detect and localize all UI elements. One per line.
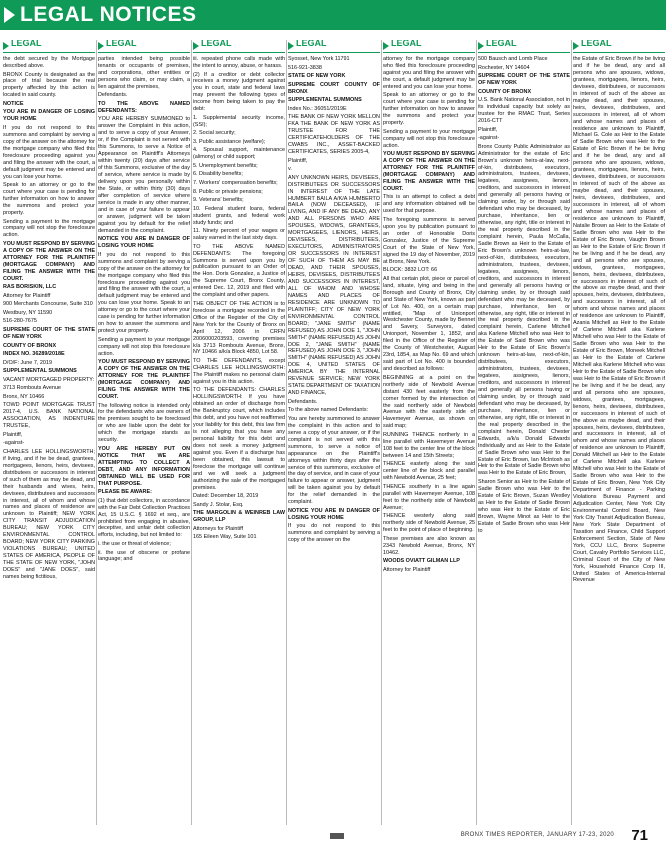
notice-column-4	[288, 40, 380, 825]
notice-paragraph: TO THE DEFENDANTS, except CHARLES LEE HOLLINGSWORTH: The Plaintiff makes no personal claim against you in this action.	[193, 358, 285, 385]
notice-column-7	[573, 40, 665, 825]
notice-paragraph: INDEX NO. 36289/2018E	[3, 351, 65, 358]
column-header	[288, 40, 380, 53]
column-header-label: LEGAL	[296, 40, 327, 48]
notice-paragraph: D/O/F: June 7, 2019	[3, 359, 52, 366]
notice-paragraph: YOU ARE IN DANGER OF LOSING YOUR HOME	[3, 109, 95, 123]
notice-paragraph: THENCE westerly along said northerly side of Newbold Avenue, 25 feet to the point of place of beginning.	[383, 513, 475, 534]
notice-paragraph: Dated: December 18, 2019	[193, 493, 259, 500]
notice-paragraph: Sending a payment to your mortgage company will not stop this foreclosure action.	[98, 336, 190, 357]
notice-paragraph: the debt secured by the Mortgage described above.	[3, 56, 95, 69]
notice-paragraph: ANY UNKNOWN HEIRS, DEVISEES, DISTRIBUTEES OR SUCCESSORS IN INTEREST OF THE LATE HUMBERT BAILA A/K/A HUMBERTO BAILA (NOW DECEASED), IF LIVING, AND IF ANY BE DEAD, ANY AND ALL PERSONS WHO ARE SPOUSES, WIDOWS, GRANTEES, MORTGAGEES, LIENORS, HEIRS, DEVISEES, DISTRIBUTEES, EXECUTORS, ADMINISTRATORS OR SUCCESSORS IN INTEREST OF SUCH OF THEM AS MAY BE DEAD, AND THEIR SPOUSES, HEIRS, DEVISEES, DISTRIBUTEES AND SUCCESSORS IN INTEREST, ALL OF WHOM AND WHOSE NAMES AND PLACES OF RESIDENCE ARE UNKNOWN TO PLAINTIFF; CITY OF NEW YORK ENVIRONMENTAL CONTROL BOARD; "JANE SMITH" (NAME REFUSED) AS JOHN DOE 1, "JOHN SMITH" (NAME REFUSED) AS JOHN DOE 2, "JANE SMITH" (NAME REFUSED) AS JOHN DOE 3, "JOHN SMITH" (NAME REFUSED) AS JOHN DOE 4, UNITED STATES OF AMERICA BY THE INTERNAL REVENUE SERVICE; NEW YORK STATE DEPARTMENT OF TAXATION AND FINANCE,	[288, 174, 380, 397]
notice-paragraph: THE MARGOLIN & WEINREB LAW GROUP, LLP	[193, 510, 285, 524]
column-divider	[286, 40, 287, 825]
notice-paragraph: Sending a payment to the mortgage company will not stop the foreclosure action.	[3, 218, 95, 239]
column-header-label: LEGAL	[201, 40, 232, 48]
notice-paragraph: Index No.: 36051/2019E	[288, 105, 347, 112]
publisher-logo-icon	[330, 833, 344, 839]
notice-paragraph: STATE OF NEW YORK	[288, 73, 346, 80]
notice-paragraph: i. the use or threat of violence;	[98, 540, 171, 547]
column-header	[3, 40, 95, 53]
notice-paragraph: You are hereby summoned to answer the complaint in this action and to serve a copy of your answer, or if the complaint is not served with this summons, to serve a notice of appearance on the Plaintiff's attorneys within thirty days after the service of this summons, exclusive of the day of service, and in case of your failure to appear or answer, judgment will be taken against you by default for the relief demanded in the complaint.	[288, 415, 380, 506]
arrow-icon	[478, 42, 484, 50]
arrow-icon	[383, 42, 389, 50]
notice-paragraph: SUPPLEMENTAL SUMMONS	[288, 97, 362, 104]
notice-paragraph: -against-	[478, 135, 500, 142]
notice-paragraph: NOTICE YOU ARE IN DANGER OF LOSING YOUR HOME	[288, 507, 380, 521]
notice-paragraph: 3713 Rombouts Avenue	[3, 385, 61, 392]
column-header-label: LEGAL	[486, 40, 517, 48]
arrow-icon	[98, 42, 104, 50]
column-header	[98, 40, 190, 53]
notice-paragraph: TOWD POINT MORTGAGE TRUST 2017-4, U.S. BANK NATIONAL ASSOCIATION, AS INDENTURE TRUSTEE,	[3, 402, 95, 430]
notice-paragraph: VACANT MORTGAGED PROPERTY:	[3, 376, 95, 383]
arrow-icon	[193, 42, 199, 50]
notice-paragraph: Sandy J. Stolar, Esq.	[193, 501, 244, 508]
notice-paragraph: WOODS OVIATT GILMAN LLP	[383, 558, 460, 565]
notice-paragraph: YOU ARE HEREBY SUMMONED to answer the Complaint in this action, and to serve a copy of your Answer, or, if the Complaint is not served with this Summons, to serve a Notice of Appearance on Plaintiff's Attorneys within twenty (20) days after service of this Summons, exclusive of the day of service, where service is made by delivery upon you personally within the State, or within thirty (30) days after completion of service where service is made in any other manner, and in case of your failure to appear or answer, judgment will be taken against you by default for the relief demanded in the complaint.	[98, 116, 190, 234]
notice-paragraph: The following notice is intended only for the defendants who are owners of the premises sought to be foreclosed or who are liable upon the debt for which the mortgage stands as security.	[98, 402, 190, 444]
notice-paragraph: RAS BORISKIN, LLC	[3, 284, 57, 291]
notice-paragraph: Attorney for Plaintiff	[383, 566, 431, 573]
column-header-label: LEGAL	[581, 40, 612, 48]
notice-paragraph: Attorneys for Plaintiff	[193, 525, 244, 532]
notice-paragraph: YOU MUST RESPOND BY SERVING A COPY OF THE ANSWER ON THE ATTORNEY FOR THE PLAINTIFF (MORTGAGE COMPANY) AND FILING THE ANSWER WITH THE COURT.	[383, 151, 475, 192]
column-divider	[191, 40, 192, 825]
notice-column-1	[3, 40, 95, 825]
column-header	[478, 40, 570, 53]
notice-paragraph: If you do not respond to this summons and complaint by serving a copy of the answer on the attorney for the mortgage company who filed this foreclosure proceeding against you and filing the answer with the court, a default judgment may be entered and you can lose your home.	[3, 124, 95, 180]
notice-paragraph: To the above named Defendants:	[288, 407, 369, 414]
notice-paragraph: Defendants.	[98, 92, 128, 99]
arrow-icon	[573, 42, 579, 50]
notice-paragraph: the Estate of Eric Brown if he be living and if he be dead, any and all persons who are spouses, widows, grantees, mortgagees, lienors, heirs, devisees, distributees, or successors in interest of such of the above as maybe dead, and their spouses, heirs, devisees, distributees, and successors in interest, all of whom and whose names and places of residence are unknown to Plaintiff, Michael G. Cole as Heir to the Estate of Sadie Brown who was Heir to the Estate of Eric Brown if he be living and if he be dead, any and all persons who are spouses, widows, grantees, mortgagees, lienors, heirs, devisees, distributees, or successors in interest of such of the above as maybe dead, and their spouses, heirs, devisees, distributees, and successors in interest, all of whom and whose names and places of residence are unknown to Plaintiff, Natalie Brown as Heir to the Estate of Sadie Brown who was Heir to the Estate of Eric Brown, Vaughn Brown as Heir to the Estate of Eric Brown if he be living and if he be dead, any and all persons who are spouses, widows, grantees, mortgagees, lienors, heirs, devisees, distributees, or successors in interest of such of the above as maybe dead, and their spouses, heirs, devisees, distributees, and successors in interest, all of whom and whose names and places of residence are unknown to Plaintiff, Azania Mitchell as Heir to the Estate of Carlene Mitchell aka Karlene Mitchell who was Heir to the Estate of Sadie Brown who was Heir to the Estate of Eric Brown, Moneek Mitchell as Heir to the Estate of Carlene Mitchell aka Karlene Mitchell who was Heir to the Estate of Sadie Brown who was Heir to the Estate of Eric Brown if he be living and if he be dead, any and all persons who are spouses, widows, grantees, mortgagees, lienors, heirs, devisees, distributees, or successors in interest of such of the above as maybe dead, and their spouses, heirs, devisees, distributees, and successors in interest, all of whom and whose names and places of residence are unknown to Plaintiff, Donald Mitchell as Heir to the Estate of Carlene Mitchell aka Karlene Mitchell who was Heir to the Estate of Sadie Brown who was Heir to the Estate of Eric Brown, New York City Department of Finance - Parking Violations Bureau Payment and Adjudication Center, New York City Environmental Control Board, New York City Transit Adjudication Bureau, New York State Department of Taxation and Finance, Child Support Enforcement Section, State of New York, CCU LLC, Bronx Supreme Court, Cavalry Portfolio Services LLC, Criminal Court of the City of New York, Household Finance Corp III, United States of America-Internal Revenue	[573, 56, 665, 584]
notice-paragraph: (1) that debt collectors, in accordance with the Fair Debt Collection Practices Act, 15 U.S.C. § 1692 et seq., are prohibited from engaging in abusive, deceptive, and unfair debt collection efforts, including, but not limited to:	[98, 497, 190, 539]
notice-paragraph: 2. Social security;	[193, 130, 236, 137]
notice-column-6	[478, 40, 570, 825]
notice-paragraph: COUNTY OF BRONX	[3, 342, 57, 349]
notice-paragraph: CHARLES LEE HOLLINGSWORTH; if living, and if he be dead, grantees, mortgagees, lienors, heirs, devisees, distributees or successors in interest of such of them as may be dead, and their husbands and wives, heirs, devisees, distributees and successors in interest, all of whom and whose names and places of residence are unknown to Plaintiff; NEW YORK CITY TRANSIT ADJUDICATION BUREAU; NEW YORK CITY ENVIRONMENTAL CONTROL BOARD; NEW YORK CITY PARKING VIOLATIONS BUREAU; UNITED STATES OF AMERICA, PEOPLE OF THE STATE OF NEW YORK, "JOHN DOES" and "JANE DOES", said names being fictitious,	[3, 448, 95, 581]
section-title: LEGAL NOTICES	[20, 3, 197, 26]
notice-paragraph: If you do not respond to this summons and complaint by serving a copy of the answer on the	[288, 523, 380, 544]
notice-paragraph: TO THE ABOVE NAMED DEFENDANTS: The foregoing Summons is served upon you by publication pursuant to an Order of the Hon. Doris Gonzalez, a Justice of the Supreme Court, Bronx County, entered Dec. 12, 2019 and filed with the complaint and other papers.	[193, 243, 285, 299]
notice-paragraph: Plaintiff,	[478, 126, 498, 133]
notice-paragraph: SUPPLEMENTAL SUMMONS	[3, 368, 77, 375]
notice-paragraph: NOTICE	[3, 100, 24, 107]
notice-paragraph: 500 Bausch and Lomb Place	[478, 56, 548, 62]
notice-paragraph: RUNNING THENCE northerly in a line parallel with Havemeyer Avenue 108 feet to the center line of the block between 14 and 15th Streets;	[383, 431, 475, 459]
notice-paragraph: YOU MUST RESPOND BY SERVING A COPY OF THE ANSWER ON THE ATTORNEY FOR THE PLAINTIFF (MORTGAGE COMPANY) AND FILING THE ANSWER WITH THE COURT.	[98, 359, 190, 400]
column-header-label: LEGAL	[106, 40, 137, 48]
notice-paragraph: 8. Public or private pensions;	[193, 188, 263, 195]
notice-paragraph: Defendants.	[288, 398, 318, 405]
notice-paragraph: Attorney for Plaintiff	[3, 292, 51, 299]
notice-paragraph: 165 Eileen Way, Suite 101	[193, 534, 257, 541]
notice-paragraph: Plaintiff,	[288, 157, 308, 164]
notice-paragraph: THE BANK OF NEW YORK MELLON FKA THE BANK OF NEW YORK AS TRUSTEE FOR THE CERTIFICATEHOLDERS OF THE CWABS INC., ASSET-BACKED CERTIFICATES, SERIES 2005-4,	[288, 114, 380, 155]
notice-paragraph: 516-280-7675	[3, 318, 37, 325]
notice-paragraph: SUPREME COURT OF THE STATE OF NEW YORK	[3, 327, 95, 340]
notice-paragraph: (2) If a creditor or debt collector receives a money judgment against you in court, state and federal laws may prevent the following types of income from being taken to pay the debt:	[193, 71, 285, 113]
notice-paragraph: Bronx County Public Administrator as Administrator for the estate of Eric Brown's unknown heirs-at-law, next-of-kin, distributees, executors, administrators, trustees, devisees, legatees, assignees, lienors, creditors, and successors in interest and generally all persons having or claiming under, by or through said defendant who may be deceased, by purchase, inheritance, lien or otherwise, any right, title or interest in the real property described in the complaint herein, Paula McCalla, Sadie Brown as Heir to the Estate of Eric Brown's unknown heirs-at-law, next-of-kin, distributees, executors, administrators, trustees, devisees, legatees, assignees, lienors, creditors, and successors in interest and generally all persons having or claiming under, by or through said defendant who may be deceased, by purchase, inheritance, lien or otherwise, any right, title or interest in the real property described in the complaint herein, Carlene Mitchell aka Karlene Mitchell who was Heir to the Estate of Said Brown who was Heir to the Estate of Eric Brown's unknown heirs-at-law, next-of-kin, distributees, executors, administrators, trustees, devisees, legatees, assignees, lienors, creditors, and successors in interest and generally all persons having or claiming under, by or through said defendant who may be deceased, by purchase, inheritance, lien or otherwise, any right, title or interest in the real property described in the complaint herein, Donald Chester Edwards, a/k/a Donald Edwards Individually and as Heir to the Estate of Sadie Brown who was Heir to the Estate of Eric Brown, Ian McIntosh as Heir to the Estate of Sadie Brown who was Heir to the Estate of Eric Brown,	[478, 143, 570, 477]
notice-paragraph: THE OBJECT OF THE ACTION is to foreclose a mortgage recorded in the Office of the Register of the City of New York for the County of Bronx on April 12, 2006 in CRFN 2006000203593, covering premises k/a 3713 Rombouts Avenue, Bronx, NY 10466 a/k/a Block 4850, Lot 58.	[193, 300, 285, 356]
notice-paragraph: If you do not respond to this summons and complaint by serving a copy of the answer on the attorney for the mortgage company who filed this foreclosure proceeding against you and filing the answer with the court, a default judgment may be entered and you can lose your home. Speak to an attorney or go to the court where your case is pending for further information on how to answer the summons and protect your property.	[98, 251, 190, 335]
notice-paragraph: 900 Merchants Concourse, Suite 310	[3, 301, 93, 308]
notice-paragraph: Sending a payment to your mortgage company will not stop this foreclosure action.	[383, 128, 475, 149]
notice-paragraph: Bronx, NY 10466	[3, 393, 45, 400]
legal-notices-banner	[0, 0, 666, 30]
column-header	[383, 40, 475, 53]
column-header-label: LEGAL	[11, 40, 42, 48]
notice-paragraph: 516-921-3838	[288, 64, 322, 71]
notice-paragraph: BLOCK: 3832 LOT: 66	[383, 267, 438, 274]
notice-paragraph: TO THE ABOVE NAMED DEFENDANTS:	[98, 100, 190, 114]
notice-paragraph: Westbury, NY 11590	[3, 309, 53, 316]
notice-paragraph: ii. the use of obscene or profane language; and	[98, 549, 190, 563]
column-divider	[571, 40, 572, 825]
notice-paragraph: THENCE southerly in a line again parallel with Havemeyer Avenue, 108 feet to the northerly side of Newbold Avenue;	[383, 483, 475, 511]
column-header	[573, 40, 665, 53]
notice-paragraph: COUNTY OF BRONX	[478, 88, 532, 95]
notice-paragraph: 10. Federal student loans, federal student grants, and federal work study funds; and	[193, 205, 285, 226]
arrow-icon	[288, 42, 294, 50]
column-divider	[476, 40, 477, 825]
notice-paragraph: 3. Public assistance (welfare);	[193, 138, 266, 145]
column-header-label: LEGAL	[391, 40, 422, 48]
notice-paragraph: -against-	[3, 440, 25, 447]
notice-paragraph: 6. Disability benefits;	[193, 171, 243, 178]
column-divider	[381, 40, 382, 825]
notice-paragraph: parties intended being possible tenants or occupants of premises, and corporations, other entities or persons who claim, or may claim, a lien against the premises,	[98, 56, 190, 90]
column-header	[193, 40, 285, 53]
page-number: 71	[631, 827, 648, 844]
footer-publication-line: BRONX TIMES REPORTER, JANUARY 17-23, 2020	[460, 832, 614, 838]
notice-paragraph: Speak to an attorney or go to the court where your case is pending for further information on how to answer the summons and protect your property.	[3, 182, 95, 216]
notice-paragraph: SUPREME COURT COUNTY OF BRONX	[288, 81, 380, 95]
notice-column-2	[98, 40, 190, 825]
notice-paragraph: SUPREME COURT OF THE STATE OF NEW YORK	[478, 73, 570, 87]
notice-paragraph: THENCE easterly along the said center line of the block and parallel with Newbold Avenue, 25 feet;	[383, 461, 475, 482]
notice-paragraph: Syosset, New York 11791	[288, 56, 350, 62]
page-footer	[0, 826, 666, 846]
notice-paragraph: Plaintiff,	[3, 431, 23, 438]
notice-column-5	[383, 40, 475, 825]
notice-paragraph: 1. Supplemental security income, (SSI);	[193, 114, 285, 128]
notice-paragraph: 9. Veterans' benefits;	[193, 197, 244, 204]
notice-paragraph: NOTICE YOU ARE IN DANGER OF LOSING YOUR HOME	[98, 236, 190, 250]
notice-paragraph: Speak to an attorney or go to the court where your case is pending for further information on how to answer the summons and protect your property.	[383, 92, 475, 127]
notice-paragraph: The foregoing summons is served upon you by publication pursuant to an order of Honorable Doris Gonzalez, Justice of the Supreme Court of the State of New York, signed the 19 day of November, 2019 at Bronx, New York.	[383, 216, 475, 265]
notice-paragraph: iii. repeated phone calls made with the intent to annoy, abuse, or harass.	[193, 56, 285, 69]
notice-paragraph: U.S. Bank National Association, not in its individual capacity but solely as trustee for the RMAC Trust, Series 2016-CTT	[478, 97, 570, 124]
notice-paragraph: These premises are also known as 2343 Newbold Avenue, Bronx, NY 10462.	[383, 535, 475, 556]
notice-paragraph: attorney for the mortgage company who filed this foreclosure proceeding against you and filing the answer with the court, a default judgment may be entered and you can lose your home.	[383, 56, 475, 90]
notice-paragraph: BEGINNING at a point on the northerly side of Newbold Avenue distant 430 feet easterly from the corner formed by the intersection of the said northerly side of Newbold Avenue with the easterly side of Havemeyer Avenue, as shown on said map;	[383, 374, 475, 430]
arrow-icon	[3, 42, 9, 50]
notice-paragraph: 4. Spousal support, maintenance (alimony) or child support;	[193, 147, 285, 161]
column-divider	[96, 40, 97, 825]
notice-paragraph: YOU MUST RESPOND BY SERVING A COPY OF THE ANSWER ON THE ATTORNEY FOR THE PLAINTIFF (MORTGAGE COMPANY) AND FILING THE ANSWER WITH THE COURT.	[3, 240, 95, 282]
notice-paragraph: v.	[288, 166, 292, 173]
notice-paragraph: PLEASE BE AWARE:	[98, 489, 152, 496]
notice-paragraph: YOU ARE HEREBY PUT ON NOTICE THAT WE ARE ATTEMPTING TO COLLECT A DEBT, AND ANY INFORMATION OBTAINED WILL BE USED FOR THAT PURPOSE.	[98, 445, 190, 487]
notice-column-3	[193, 40, 285, 825]
notice-paragraph: 7. Workers' compensation benefits;	[193, 180, 278, 186]
notice-paragraph: All that certain plot, piece or parcel of land, situate, lying and being in the Borough and County of Bronx, City and State of New York, known as part of Lot No. 400, on a certain map entitled, "Map of Unionport Westchester County, made by Bennet and Savery, Surveyors, dated Unionport, November 1, 1852, and filed in the Office of the Register of the County of Westchester, August 23rd, 1854, as Map No. 69 and which said part of Lot No. 400 is bounded and described as follows:	[383, 275, 475, 373]
notice-paragraph: TO THE DEFENDANTS: CHARLES HOLLINGSWORTH: If you have obtained an order of discharge from the Bankruptcy court, which includes this debt, and you have not reaffirmed your liability for this debt, this law firm is not alleging that you have any personal liability for this debt and does not seek a money judgment against you. Even if a discharge has been obtained, this lawsuit to foreclose the mortgage will continue and we will seek a judgment authorizing the sale of the mortgaged premises.	[193, 387, 285, 491]
notice-paragraph: This is an attempt to collect a debt and any information obtained will be used for that purpose.	[383, 194, 475, 215]
notice-paragraph: Rochester, NY 14604	[478, 64, 530, 71]
notice-paragraph: 5. Unemployment benefits;	[193, 162, 258, 169]
notice-paragraph: Sharon Senior as Heir to the Estate of Sadie Brown who was Heir to the Estate of Eric Brown, Suzan Westley as Heir to the Estate of Sadie Brown who was Heir to the Estate of Eric Brown, Wayne Minot as Heir to the Estate of Sadie Brown who was Heir to	[478, 478, 570, 534]
arrow-icon	[4, 7, 15, 23]
notice-paragraph: BRONX County is designated as the place of trial because the real property affected by this action is located in said county.	[3, 71, 95, 99]
notice-paragraph: 11. Ninety percent of your wages or salary earned in the last sixty days.	[193, 228, 285, 242]
